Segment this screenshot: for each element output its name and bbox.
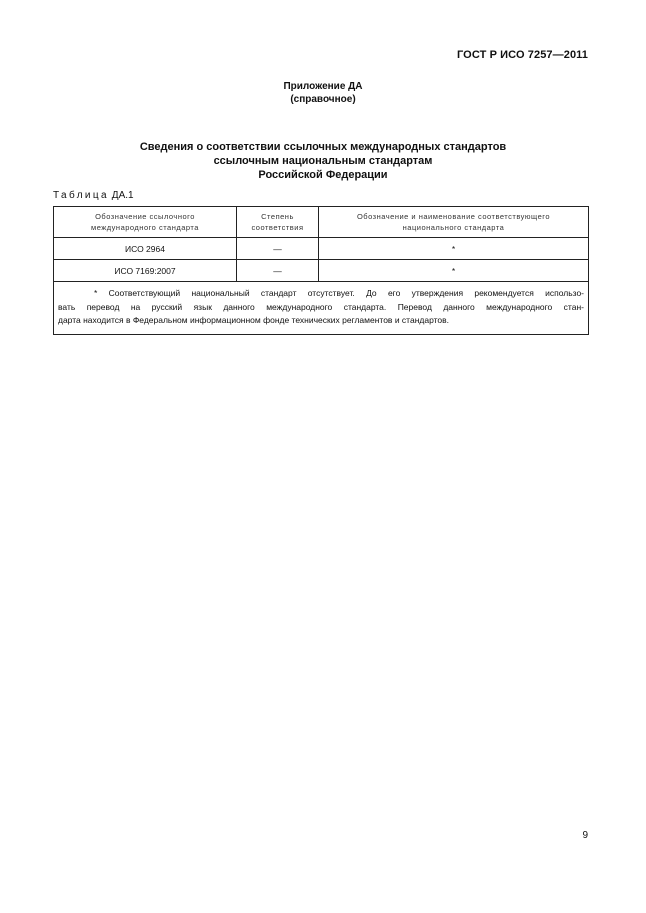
column-header-national-standard: Обозначение и наименование соответствующего национального стандарта xyxy=(319,207,589,238)
table-footnote xyxy=(54,282,589,335)
cell-standard: ИСО 2964 xyxy=(54,238,237,260)
footnote-line-2: вать перевод на русский язык данного международного стандарта. Перевод данного международного стан- xyxy=(58,301,584,312)
table-caption-prefix: Таблица xyxy=(53,190,110,201)
appendix-title: Приложение ДА xyxy=(283,81,363,92)
table-caption xyxy=(53,190,134,201)
cell-national: * xyxy=(319,260,589,282)
table-note-row xyxy=(54,282,589,335)
table-row xyxy=(54,238,589,260)
column-header-degree: Степень соответствия xyxy=(237,207,319,238)
column-header-international-standard: Обозначение ссылочного международного стандарта xyxy=(54,207,237,238)
section-heading-line-1: Сведения о соответствии ссылочных международных стандартов xyxy=(139,141,507,153)
footnote-line-1: * Соответствующий национальный стандарт отсутствует. До его утверждения рекомендуется использо- xyxy=(94,288,584,298)
table-header-row xyxy=(54,207,589,238)
standards-table xyxy=(53,206,589,335)
page-number: 9 xyxy=(582,830,588,841)
cell-degree: — xyxy=(237,260,319,282)
appendix-heading xyxy=(0,80,646,106)
table-caption-number: ДА.1 xyxy=(111,190,134,201)
document-code: ГОСТ Р ИСО 7257—2011 xyxy=(456,49,588,61)
cell-standard: ИСО 7169:2007 xyxy=(54,260,237,282)
table-row xyxy=(54,260,589,282)
section-heading-line-2: ссылочным национальным стандартам xyxy=(213,155,433,167)
section-heading xyxy=(0,140,646,182)
footnote-line-3: дарта находится в Федеральном информационном фонде технических регламентов и стандартов. xyxy=(58,315,450,325)
appendix-subtitle: (справочное) xyxy=(290,94,356,105)
section-heading-line-3: Российской Федерации xyxy=(258,169,388,181)
cell-national: * xyxy=(319,238,589,260)
cell-degree: — xyxy=(237,238,319,260)
